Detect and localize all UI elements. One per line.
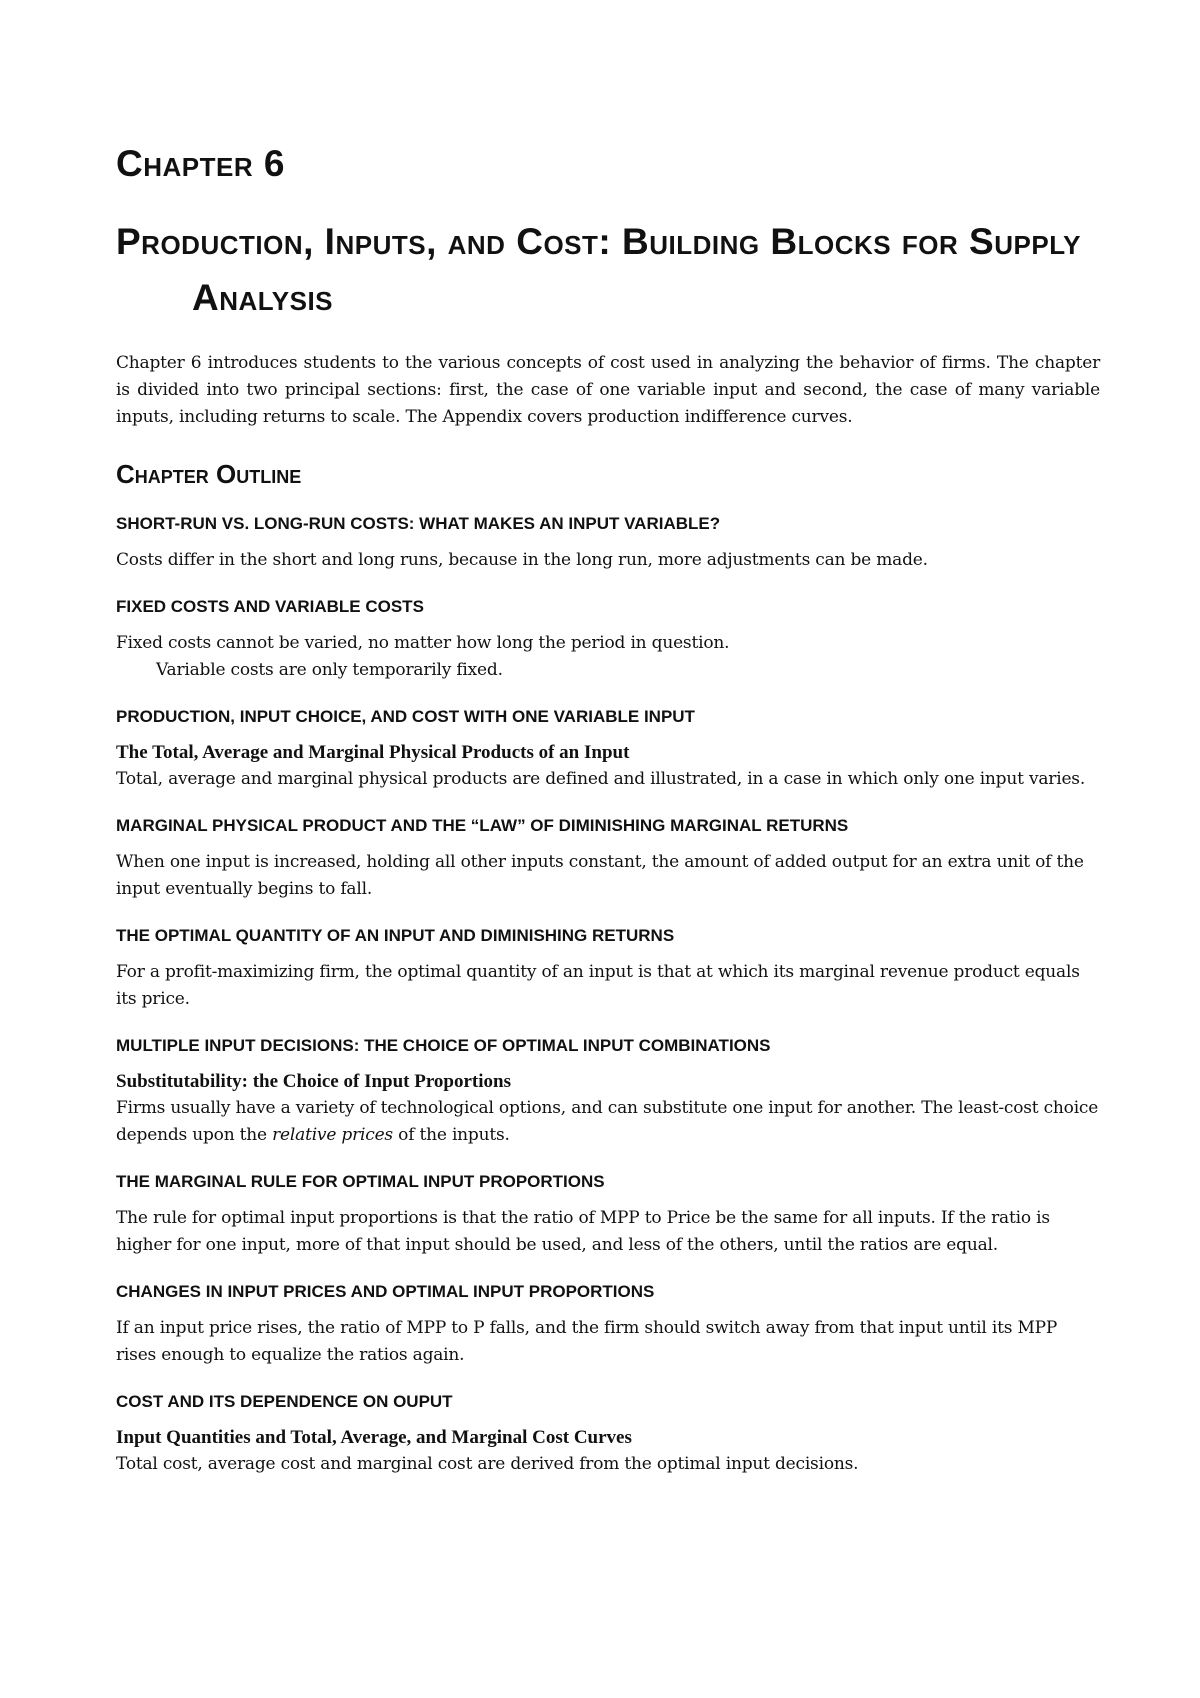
- section-heading: COST AND ITS DEPENDENCE ON OUPUT: [116, 1392, 453, 1411]
- page-content: [116, 140, 1100, 1478]
- section-body: [116, 1095, 1100, 1149]
- section-body: Fixed costs cannot be varied, no matter how long the period in question.: [116, 633, 730, 653]
- intro-paragraph: Chapter 6 introduces students to the various concepts of cost used in analyzing the behavior of firms. The chapter is divided into two principal sections: first, the case of one variable input and second, the case of many variable inputs, including returns to scale. The Appendix covers production indifference curves.: [116, 353, 1100, 427]
- outline-title: Chapter Outline: [116, 459, 302, 489]
- section-body: For a profit-maximizing firm, the optimal quantity of an input is that at which its marginal revenue product equals its price.: [116, 962, 1080, 1009]
- body-text: Firms usually have a variety of technological options, and can substitute one input for another. The least-cost choice depends upon the: [116, 1098, 1099, 1145]
- chapter-title: Production, Inputs, and Cost: Building Blocks for Supply Analysis: [116, 221, 1082, 318]
- section-body: Costs differ in the short and long runs, because in the long run, more adjustments can be made.: [116, 550, 928, 570]
- section-body: Variable costs are only temporarily fixed.: [156, 660, 503, 680]
- section-heading: CHANGES IN INPUT PRICES AND OPTIMAL INPUT PROPORTIONS: [116, 1282, 655, 1301]
- section-heading: THE OPTIMAL QUANTITY OF AN INPUT AND DIMINISHING RETURNS: [116, 926, 675, 945]
- section-heading: MULTIPLE INPUT DECISIONS: THE CHOICE OF OPTIMAL INPUT COMBINATIONS: [116, 1036, 771, 1055]
- section-heading: MARGINAL PHYSICAL PRODUCT AND THE “LAW” OF DIMINISHING MARGINAL RETURNS: [116, 816, 849, 835]
- subsection-heading: The Total, Average and Marginal Physical Products of an Input: [116, 742, 630, 763]
- section-heading: SHORT-RUN VS. LONG-RUN COSTS: WHAT MAKES AN INPUT VARIABLE?: [116, 514, 721, 533]
- body-text: of the inputs.: [392, 1125, 510, 1145]
- section-heading: FIXED COSTS AND VARIABLE COSTS: [116, 597, 424, 616]
- emphasis-text: relative prices: [272, 1125, 393, 1145]
- section-body: The rule for optimal input proportions is that the ratio of MPP to Price be the same for all inputs. If the ratio is higher for one input, more of that input should be used, and less of the others, until the ratios are equal.: [116, 1208, 1050, 1255]
- section-body: Total, average and marginal physical products are defined and illustrated, in a case in which only one input varies.: [116, 769, 1086, 789]
- section-heading: THE MARGINAL RULE FOR OPTIMAL INPUT PROPORTIONS: [116, 1172, 605, 1191]
- subsection-heading: Input Quantities and Total, Average, and Marginal Cost Curves: [116, 1427, 632, 1448]
- chapter-label: Chapter 6: [116, 143, 285, 184]
- section-body: If an input price rises, the ratio of MPP to P falls, and the firm should switch away from that input until its MPP rises enough to equalize the ratios again.: [116, 1318, 1058, 1365]
- section-body: When one input is increased, holding all other inputs constant, the amount of added output for an extra unit of the input eventually begins to fall.: [116, 852, 1084, 899]
- subsection-heading: Substitutability: the Choice of Input Proportions: [116, 1071, 512, 1092]
- section-body: Total cost, average cost and marginal cost are derived from the optimal input decisions.: [116, 1454, 859, 1474]
- section-heading: PRODUCTION, INPUT CHOICE, AND COST WITH ONE VARIABLE INPUT: [116, 707, 695, 726]
